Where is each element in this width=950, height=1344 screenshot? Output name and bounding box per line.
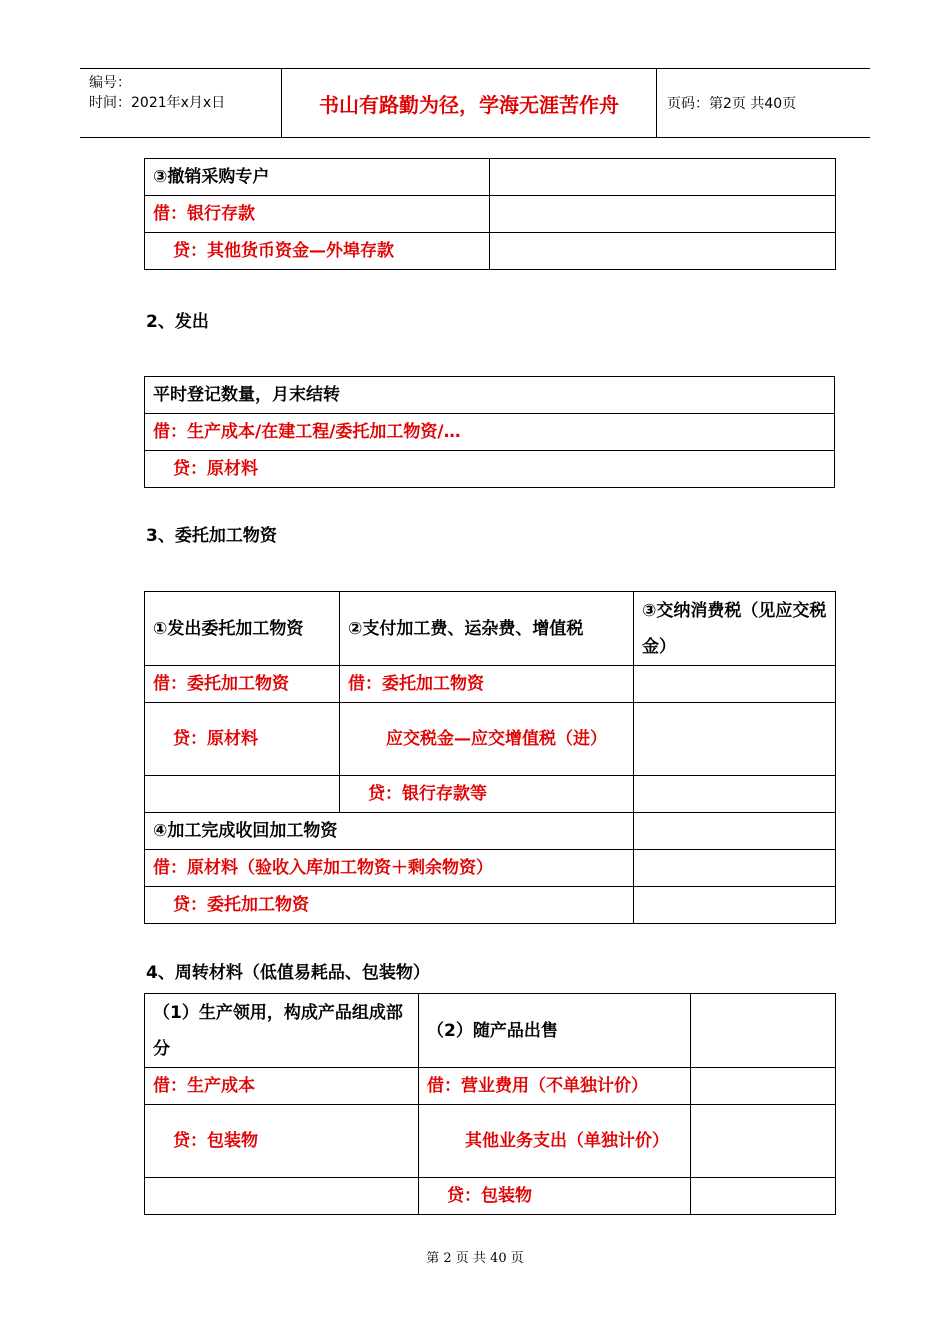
table-cell: 平时登记数量，月末结转 [145,377,835,414]
table-cell: 借：营业费用（不单独计价） [419,1068,691,1105]
page-header [80,68,870,138]
table-cell: 其他业务支出（单独计价） [419,1105,691,1178]
table-cell: 借：委托加工物资 [145,666,340,703]
table-cell: 借：生产成本 [145,1068,419,1105]
table-cell: 应交税金—应交增值税（进） [340,703,634,776]
number-label: 编号： [89,75,131,91]
table-processing [144,591,836,924]
table-cell: 贷：包装物 [145,1105,419,1178]
table-cell: 借：生产成本/在建工程/委托加工物资/… [145,414,835,451]
section-heading: 2、发出 [146,312,209,332]
table-turnover-materials [144,993,836,1215]
time-label: 时间：2021年x月x日 [89,95,226,111]
table-cell: ③交纳消费税（见应交税金） [634,592,836,666]
table-cell: 贷：包装物 [419,1178,691,1215]
table-issue [144,376,835,488]
table-cell: （2）随产品出售 [419,994,691,1068]
table-cell: ④加工完成收回加工物资 [145,813,634,850]
section-heading: 3、委托加工物资 [146,526,277,546]
table-cell: 贷：其他货币资金—外埠存款 [145,233,490,270]
table-cell: ①发出委托加工物资 [145,592,340,666]
header-motto: 书山有路勤为径，学海无涯苦作舟 [282,69,657,137]
page-footer: 第 2 页 共 40 页 [426,1251,524,1266]
table-revoke-account [144,158,836,270]
table-cell: 借：银行存款 [145,196,490,233]
table-cell: 贷：原材料 [145,703,340,776]
table-cell: 借：委托加工物资 [340,666,634,703]
table-cell: 借：原材料（验收入库加工物资＋剩余物资） [145,850,634,887]
header-page-label: 页码：第2页 共40页 [667,96,797,112]
table-cell: 贷：委托加工物资 [145,887,634,924]
table-cell: 贷：原材料 [145,451,835,488]
header-meta [80,69,282,137]
table-cell: 贷：银行存款等 [340,776,634,813]
table-cell: ③撤销采购专户 [145,159,490,196]
section-heading: 4、周转材料（低值易耗品、包装物） [146,963,430,983]
table-cell: ②支付加工费、运杂费、增值税 [340,592,634,666]
table-cell: （1）生产领用，构成产品组成部分 [145,994,419,1068]
